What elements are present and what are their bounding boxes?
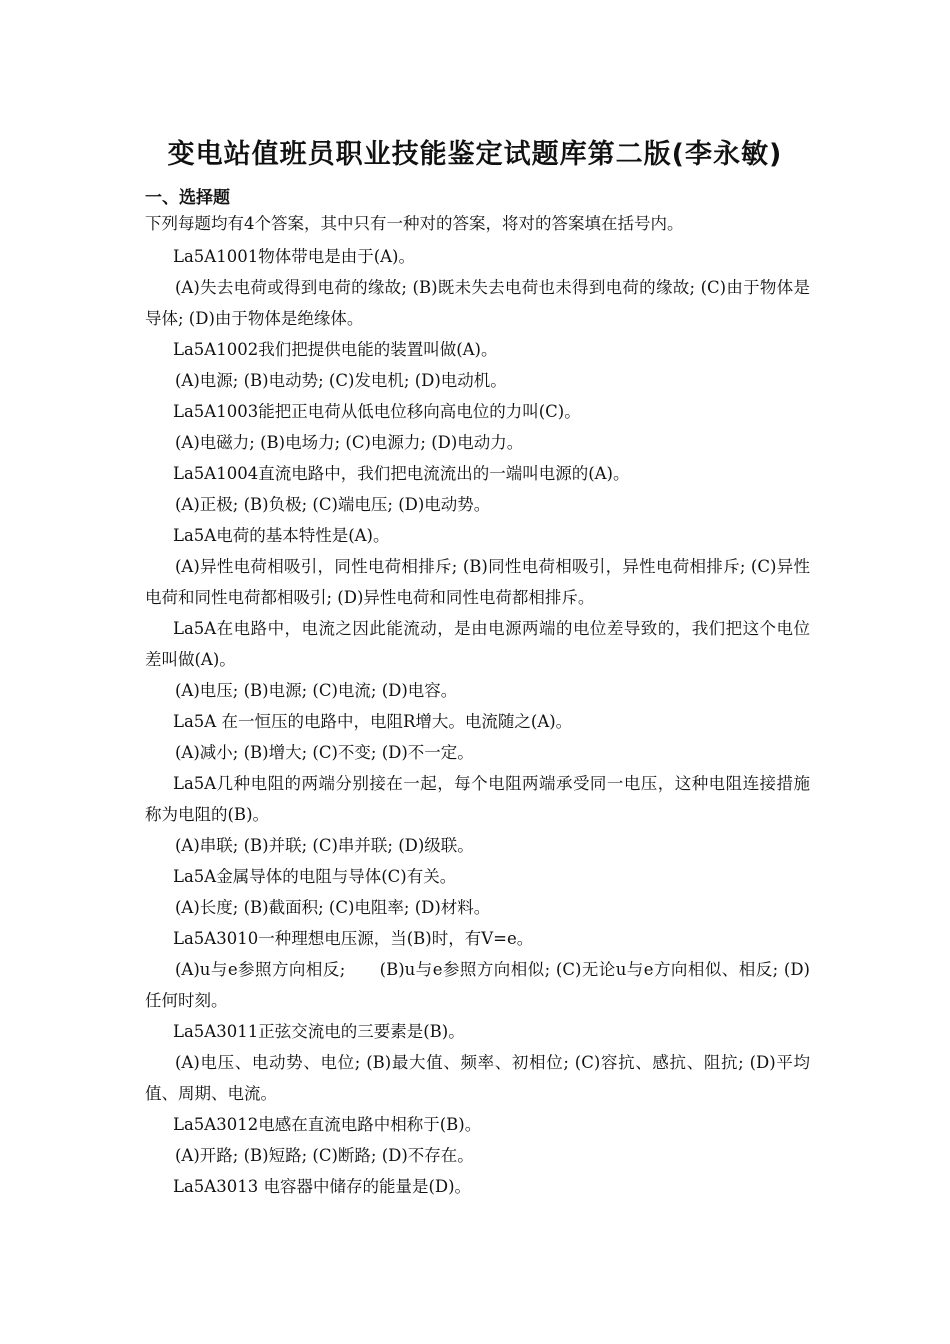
question-options: (A)电磁力; (B)电场力; (C)电源力; (D)电动力。 xyxy=(175,433,524,452)
question-text: La5A3011正弦交流电的三要素是(B)。 xyxy=(173,1022,465,1041)
question-options: (A)失去电荷或得到电荷的缘故; (B)既未失去电荷也未得到电荷的缘故; (C)由于物体是导体; (D)由于物体是绝缘体。 xyxy=(145,278,810,328)
question-options: (A)长度; (B)截面积; (C)电阻率; (D)材料。 xyxy=(175,898,491,917)
question-text: La5A在电路中，电流之因此能流动，是由电源两端的电位差导致的，我们把这个电位差叫做(A)。 xyxy=(145,619,810,669)
question-text: La5A3010一种理想电压源，当(B)时，有V=e。 xyxy=(173,929,534,948)
question-text: La5A3012电感在直流电路中相称于(B)。 xyxy=(173,1115,482,1134)
question-list xyxy=(145,241,810,1202)
document-title: 变电站值班员职业技能鉴定试题库第二版(李永敏) xyxy=(167,139,783,170)
question-options: (A)正极; (B)负极; (C)端电压; (D)电动势。 xyxy=(175,495,491,514)
question-text: La5A3013 电容器中储存的能量是(D)。 xyxy=(173,1177,472,1196)
question-text: La5A1002我们把提供电能的装置叫做(A)。 xyxy=(173,340,498,359)
question-text: La5A 在一恒压的电路中，电阻R增大。电流随之(A)。 xyxy=(173,712,573,731)
question-options: (A)减小; (B)增大; (C)不变; (D)不一定。 xyxy=(175,743,474,762)
question-options: (A)电压; (B)电源; (C)电流; (D)电容。 xyxy=(175,681,458,700)
question-text: La5A1003能把正电荷从低电位移向高电位的力叫(C)。 xyxy=(173,402,581,421)
question-text: La5A电荷的基本特性是(A)。 xyxy=(173,526,390,545)
question-options: (A)串联; (B)并联; (C)串并联; (D)级联。 xyxy=(175,836,474,855)
instructions-text: 下列每题均有4个答案，其中只有一种对的答案，将对的答案填在括号内。 xyxy=(145,214,684,233)
question-options: (A)电源; (B)电动势; (C)发电机; (D)电动机。 xyxy=(175,371,507,390)
question-options: (A)电压、电动势、电位; (B)最大值、频率、初相位; (C)容抗、感抗、阻抗; (D)平均值、周期、电流。 xyxy=(145,1053,810,1103)
question-text: La5A金属导体的电阻与导体(C)有关。 xyxy=(173,867,457,886)
question-options: (A)异性电荷相吸引，同性电荷相排斥; (B)同性电荷相吸引，异性电荷相排斥; (C)异性电荷和同性电荷都相吸引; (D)异性电荷和同性电荷都相排斥。 xyxy=(145,557,810,607)
question-options: (A)u与e参照方向相反; (B)u与e参照方向相似; (C)无论u与e方向相似、相反; (D)任何时刻。 xyxy=(145,960,810,1010)
question-text: La5A几种电阻的两端分别接在一起，每个电阻两端承受同一电压，这种电阻连接措施称为电阻的(B)。 xyxy=(145,774,810,824)
question-text: La5A1001物体带电是由于(A)。 xyxy=(173,247,415,266)
section-heading: 一、选择题 xyxy=(145,188,230,208)
question-text: La5A1004直流电路中，我们把电流流出的一端叫电源的(A)。 xyxy=(173,464,630,483)
question-options: (A)开路; (B)短路; (C)断路; (D)不存在。 xyxy=(175,1146,474,1165)
